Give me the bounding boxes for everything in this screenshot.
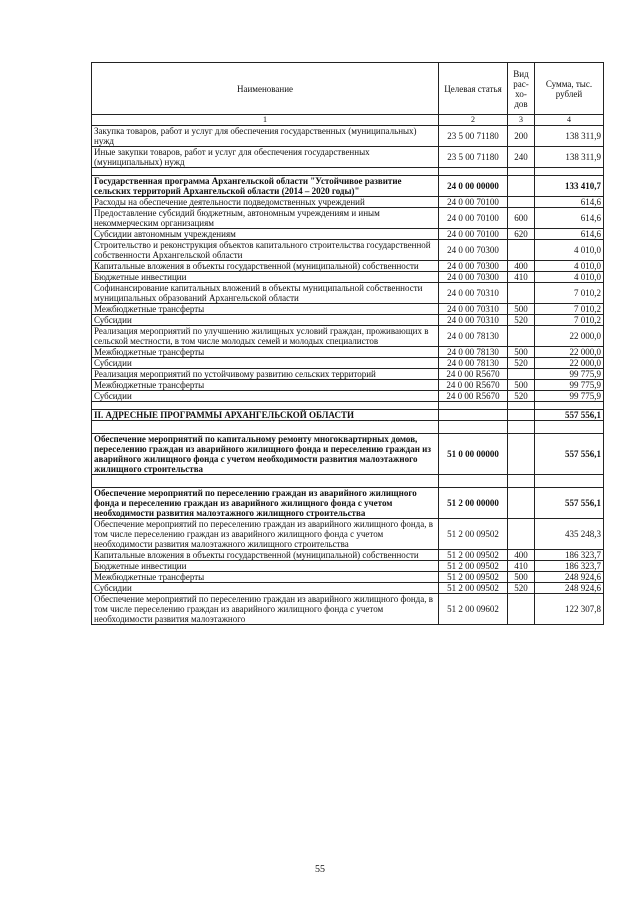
cell-code: 24 0 00 70300 (439, 272, 508, 283)
empty-cell (508, 475, 535, 488)
cell-name: Расходы на обеспечение деятельности подведомственных учреждений (92, 197, 439, 208)
cell-type (508, 488, 535, 519)
cell-code: 23 5 00 71180 (439, 147, 508, 168)
cell-code: 24 0 00 78130 (439, 358, 508, 369)
empty-cell (535, 402, 604, 410)
cell-type: 520 (508, 583, 535, 594)
table-row (92, 208, 604, 229)
cell-name: Субсидии (92, 583, 439, 594)
table-row (92, 391, 604, 402)
cell-name: Предоставление субсидий бюджетным, автономным учреждениям и иным некоммерческим организациям (92, 208, 439, 229)
column-number: 1 (92, 115, 439, 126)
table-row (92, 126, 604, 147)
cell-name: Субсидии (92, 358, 439, 369)
table-row (92, 147, 604, 168)
cell-code: 51 2 00 09502 (439, 583, 508, 594)
empty-cell (439, 168, 508, 176)
cell-name: Обеспечение мероприятий по переселению граждан из аварийного жилищного фонда, в том числе переселению граждан из аварийного жилищного фонда с учетом необходимости развития малоэтажного (92, 594, 439, 625)
table-row (92, 240, 604, 261)
cell-type (508, 369, 535, 380)
empty-cell (92, 475, 439, 488)
spacer-row (92, 402, 604, 410)
spacer-row (92, 421, 604, 434)
cell-type: 500 (508, 304, 535, 315)
table-row (92, 315, 604, 326)
cell-code: 51 0 00 00000 (439, 434, 508, 475)
cell-sum: 7 010,2 (535, 304, 604, 315)
table-row (92, 488, 604, 519)
cell-code: 51 2 00 09502 (439, 550, 508, 561)
cell-name: Межбюджетные трансферты (92, 304, 439, 315)
cell-sum: 122 307,8 (535, 594, 604, 625)
cell-sum: 99 775,9 (535, 380, 604, 391)
cell-type (508, 326, 535, 347)
cell-name: Строительство и реконструкция объектов капитального строительства государственной собственности Архангельской области (92, 240, 439, 261)
table-row (92, 347, 604, 358)
cell-sum: 22 000,0 (535, 326, 604, 347)
cell-sum: 133 410,7 (535, 176, 604, 197)
cell-name: Субсидии автономным учреждениям (92, 229, 439, 240)
cell-sum: 557 556,1 (535, 434, 604, 475)
cell-type: 600 (508, 208, 535, 229)
table-header-row (92, 63, 604, 115)
cell-type: 620 (508, 229, 535, 240)
cell-sum: 7 010,2 (535, 283, 604, 304)
column-number-row (92, 115, 604, 126)
cell-sum: 248 924,6 (535, 583, 604, 594)
table-row (92, 572, 604, 583)
empty-cell (508, 421, 535, 434)
cell-sum: 435 248,3 (535, 519, 604, 550)
spacer-row (92, 168, 604, 176)
cell-type: 410 (508, 272, 535, 283)
cell-type: 240 (508, 147, 535, 168)
cell-type (508, 410, 535, 421)
cell-type (508, 240, 535, 261)
table-row (92, 304, 604, 315)
header-type: Вид рас- хо- дов (508, 63, 535, 115)
table-row (92, 326, 604, 347)
table-row (92, 283, 604, 304)
table-row (92, 410, 604, 421)
table-row (92, 229, 604, 240)
header-code: Целевая статья (439, 63, 508, 115)
cell-name: Бюджетные инвестиции (92, 561, 439, 572)
cell-sum: 22 000,0 (535, 347, 604, 358)
cell-code (439, 410, 508, 421)
cell-sum: 22 000,0 (535, 358, 604, 369)
table-row (92, 583, 604, 594)
cell-type: 520 (508, 358, 535, 369)
cell-name: II. АДРЕСНЫЕ ПРОГРАММЫ АРХАНГЕЛЬСКОЙ ОБЛАСТИ (92, 410, 439, 421)
cell-sum: 99 775,9 (535, 369, 604, 380)
cell-sum: 614,6 (535, 208, 604, 229)
cell-name: Обеспечение мероприятий по переселению граждан из аварийного жилищного фонда и переселению граждан из аварийного жилищного фонда с учетом необходимости развития малоэтажного жилищного строительства (92, 488, 439, 519)
cell-code: 51 2 00 09502 (439, 572, 508, 583)
page-number: 55 (315, 864, 325, 875)
cell-sum: 248 924,6 (535, 572, 604, 583)
table-row (92, 369, 604, 380)
cell-type (508, 594, 535, 625)
cell-sum: 186 323,7 (535, 561, 604, 572)
column-number: 2 (439, 115, 508, 126)
cell-code: 24 0 00 70300 (439, 240, 508, 261)
cell-sum: 4 010,0 (535, 240, 604, 261)
cell-type (508, 197, 535, 208)
cell-sum: 138 311,9 (535, 147, 604, 168)
table-row (92, 176, 604, 197)
cell-code: 24 0 00 70300 (439, 261, 508, 272)
cell-type: 400 (508, 261, 535, 272)
cell-code: 51 2 00 09502 (439, 519, 508, 550)
cell-type: 410 (508, 561, 535, 572)
empty-cell (508, 402, 535, 410)
cell-name: Субсидии (92, 315, 439, 326)
cell-sum: 186 323,7 (535, 550, 604, 561)
cell-name: Софинансирование капитальных вложений в объекты муниципальной собственности муниципальных образований Архангельской области (92, 283, 439, 304)
cell-sum: 7 010,2 (535, 315, 604, 326)
cell-type: 520 (508, 391, 535, 402)
cell-code: 51 2 00 00000 (439, 488, 508, 519)
table-row (92, 594, 604, 625)
cell-name: Бюджетные инвестиции (92, 272, 439, 283)
cell-sum: 557 556,1 (535, 410, 604, 421)
cell-type: 500 (508, 380, 535, 391)
empty-cell (508, 168, 535, 176)
cell-code: 24 0 00 70100 (439, 208, 508, 229)
table-row (92, 561, 604, 572)
cell-type: 500 (508, 572, 535, 583)
table-body (92, 126, 604, 625)
cell-type: 400 (508, 550, 535, 561)
cell-type: 500 (508, 347, 535, 358)
cell-code: 24 0 00 R5670 (439, 369, 508, 380)
cell-name: Капитальные вложения в объекты государственной (муниципальной) собственности (92, 550, 439, 561)
cell-code: 24 0 00 70310 (439, 304, 508, 315)
cell-sum: 4 010,0 (535, 272, 604, 283)
cell-name: Межбюджетные трансферты (92, 572, 439, 583)
cell-code: 24 0 00 70100 (439, 197, 508, 208)
cell-name: Реализация мероприятий по устойчивому развитию сельских территорий (92, 369, 439, 380)
table-row (92, 380, 604, 391)
cell-code: 24 0 00 00000 (439, 176, 508, 197)
cell-code: 24 0 00 78130 (439, 347, 508, 358)
empty-cell (92, 421, 439, 434)
empty-cell (439, 475, 508, 488)
cell-name: Обеспечение мероприятий по капитальному ремонту многоквартирных домов, переселению граждан из аварийного жилищного фонда и переселению граждан из аварийного жилищного фонда с учетом необходимости развития малоэтажного жилищного строительства (92, 434, 439, 475)
header-sum: Сумма, тыс. рублей (535, 63, 604, 115)
table-row (92, 550, 604, 561)
header-name: Наименование (92, 63, 439, 115)
cell-code: 24 0 00 70100 (439, 229, 508, 240)
column-number: 3 (508, 115, 535, 126)
cell-code: 51 2 00 09602 (439, 594, 508, 625)
cell-name: Государственная программа Архангельской области "Устойчивое развитие сельских территорий Архангельской области (2014 – 2020 годы)" (92, 176, 439, 197)
cell-name: Закупка товаров, работ и услуг для обеспечения государственных (муниципальных) нужд (92, 126, 439, 147)
empty-cell (439, 402, 508, 410)
table-row (92, 197, 604, 208)
cell-name: Капитальные вложения в объекты государственной (муниципальной) собственности (92, 261, 439, 272)
cell-code: 51 2 00 09502 (439, 561, 508, 572)
cell-sum: 99 775,9 (535, 391, 604, 402)
cell-sum: 614,6 (535, 197, 604, 208)
empty-cell (535, 168, 604, 176)
table-row (92, 261, 604, 272)
cell-name: Обеспечение мероприятий по переселению граждан из аварийного жилищного фонда, в том числе переселению граждан из аварийного жилищного фонда с учетом необходимости развития малоэтажного жилищного строительства (92, 519, 439, 550)
cell-name: Межбюджетные трансферты (92, 380, 439, 391)
column-number: 4 (535, 115, 604, 126)
budget-table (91, 62, 604, 625)
cell-type (508, 519, 535, 550)
cell-code: 24 0 00 70310 (439, 315, 508, 326)
empty-cell (439, 421, 508, 434)
cell-type (508, 434, 535, 475)
cell-code: 23 5 00 71180 (439, 126, 508, 147)
cell-sum: 138 311,9 (535, 126, 604, 147)
table-row (92, 272, 604, 283)
cell-sum: 614,6 (535, 229, 604, 240)
empty-cell (535, 421, 604, 434)
table-row (92, 519, 604, 550)
cell-sum: 4 010,0 (535, 261, 604, 272)
cell-type: 200 (508, 126, 535, 147)
table-row (92, 434, 604, 475)
cell-type (508, 176, 535, 197)
empty-cell (92, 402, 439, 410)
cell-code: 24 0 00 70310 (439, 283, 508, 304)
cell-sum: 557 556,1 (535, 488, 604, 519)
cell-code: 24 0 00 R5670 (439, 391, 508, 402)
empty-cell (535, 475, 604, 488)
cell-name: Иные закупки товаров, работ и услуг для обеспечения государственных (муниципальных) нужд (92, 147, 439, 168)
empty-cell (92, 168, 439, 176)
cell-name: Межбюджетные трансферты (92, 347, 439, 358)
cell-name: Реализация мероприятий по улучшению жилищных условий граждан, проживающих в сельской местности, в том числе молодых семей и молодых специалистов (92, 326, 439, 347)
cell-name: Субсидии (92, 391, 439, 402)
table-row (92, 358, 604, 369)
cell-code: 24 0 00 R5670 (439, 380, 508, 391)
spacer-row (92, 475, 604, 488)
cell-type: 520 (508, 315, 535, 326)
cell-code: 24 0 00 78130 (439, 326, 508, 347)
cell-type (508, 283, 535, 304)
